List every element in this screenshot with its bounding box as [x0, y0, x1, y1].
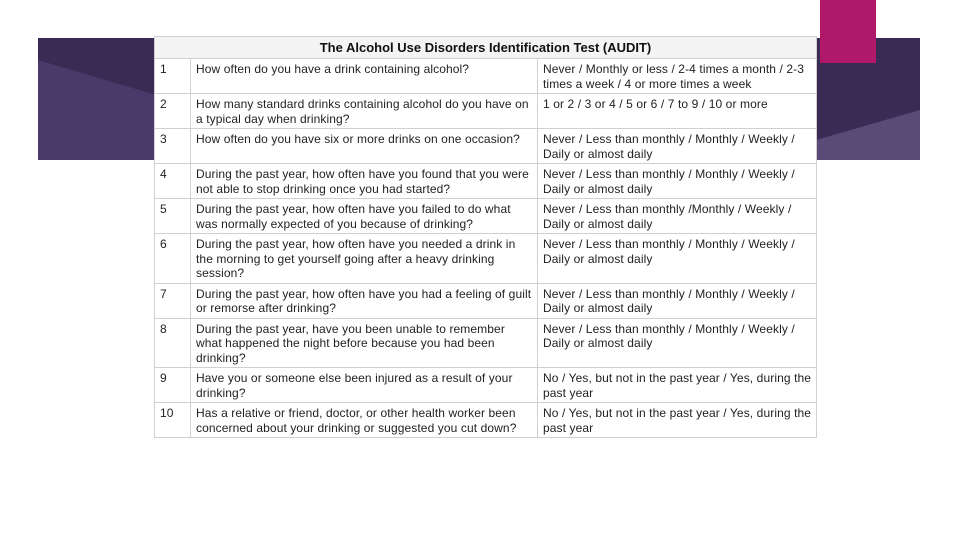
table-row	[155, 94, 817, 129]
table-row	[155, 318, 817, 368]
answer-options: Never / Less than monthly /Monthly / Weekly / Daily or almost daily	[538, 199, 817, 234]
answer-options: Never / Less than monthly / Monthly / Weekly / Daily or almost daily	[538, 283, 817, 318]
answer-options: Never / Less than monthly / Monthly / Weekly / Daily or almost daily	[538, 234, 817, 284]
question-number: 9	[155, 368, 191, 403]
table-row	[155, 368, 817, 403]
table-row	[155, 59, 817, 94]
table-row	[155, 283, 817, 318]
answer-options: Never / Less than monthly / Monthly / Weekly / Daily or almost daily	[538, 129, 817, 164]
question-text: How many standard drinks containing alcohol do you have on a typical day when drinking?	[191, 94, 538, 129]
question-number: 6	[155, 234, 191, 284]
answer-options: 1 or 2 / 3 or 4 / 5 or 6 / 7 to 9 / 10 or more	[538, 94, 817, 129]
theme-accent-bar	[820, 0, 876, 63]
question-text: Has a relative or friend, doctor, or other health worker been concerned about your drinking or suggested you cut down?	[191, 403, 538, 438]
answer-options: No / Yes, but not in the past year / Yes, during the past year	[538, 368, 817, 403]
question-number: 3	[155, 129, 191, 164]
question-text: During the past year, how often have you found that you were not able to stop drinking once you had started?	[191, 164, 538, 199]
question-text: Have you or someone else been injured as a result of your drinking?	[191, 368, 538, 403]
question-number: 2	[155, 94, 191, 129]
question-text: During the past year, have you been unable to remember what happened the night before because you had been drinking?	[191, 318, 538, 368]
table-row	[155, 164, 817, 199]
answer-options: Never / Less than monthly / Monthly / Weekly / Daily or almost daily	[538, 164, 817, 199]
table-header-row	[155, 37, 817, 59]
question-number: 8	[155, 318, 191, 368]
table-row	[155, 403, 817, 438]
table-body	[155, 59, 817, 438]
table-row	[155, 129, 817, 164]
table-row	[155, 199, 817, 234]
question-number: 7	[155, 283, 191, 318]
table-title: The Alcohol Use Disorders Identification Test (AUDIT)	[155, 37, 817, 59]
question-number: 10	[155, 403, 191, 438]
question-text: During the past year, how often have you failed to do what was normally expected of you because of drinking?	[191, 199, 538, 234]
answer-options: No / Yes, but not in the past year / Yes, during the past year	[538, 403, 817, 438]
answer-options: Never / Monthly or less / 2-4 times a month / 2-3 times a week / 4 or more times a week	[538, 59, 817, 94]
table-row	[155, 234, 817, 284]
audit-table	[154, 36, 817, 438]
question-text: How often do you have six or more drinks on one occasion?	[191, 129, 538, 164]
question-text: How often do you have a drink containing alcohol?	[191, 59, 538, 94]
question-number: 1	[155, 59, 191, 94]
question-text: During the past year, how often have you had a feeling of guilt or remorse after drinking?	[191, 283, 538, 318]
question-text: During the past year, how often have you needed a drink in the morning to get yourself going after a heavy drinking session?	[191, 234, 538, 284]
question-number: 4	[155, 164, 191, 199]
question-number: 5	[155, 199, 191, 234]
audit-table-container	[154, 36, 816, 438]
answer-options: Never / Less than monthly / Monthly / Weekly / Daily or almost daily	[538, 318, 817, 368]
